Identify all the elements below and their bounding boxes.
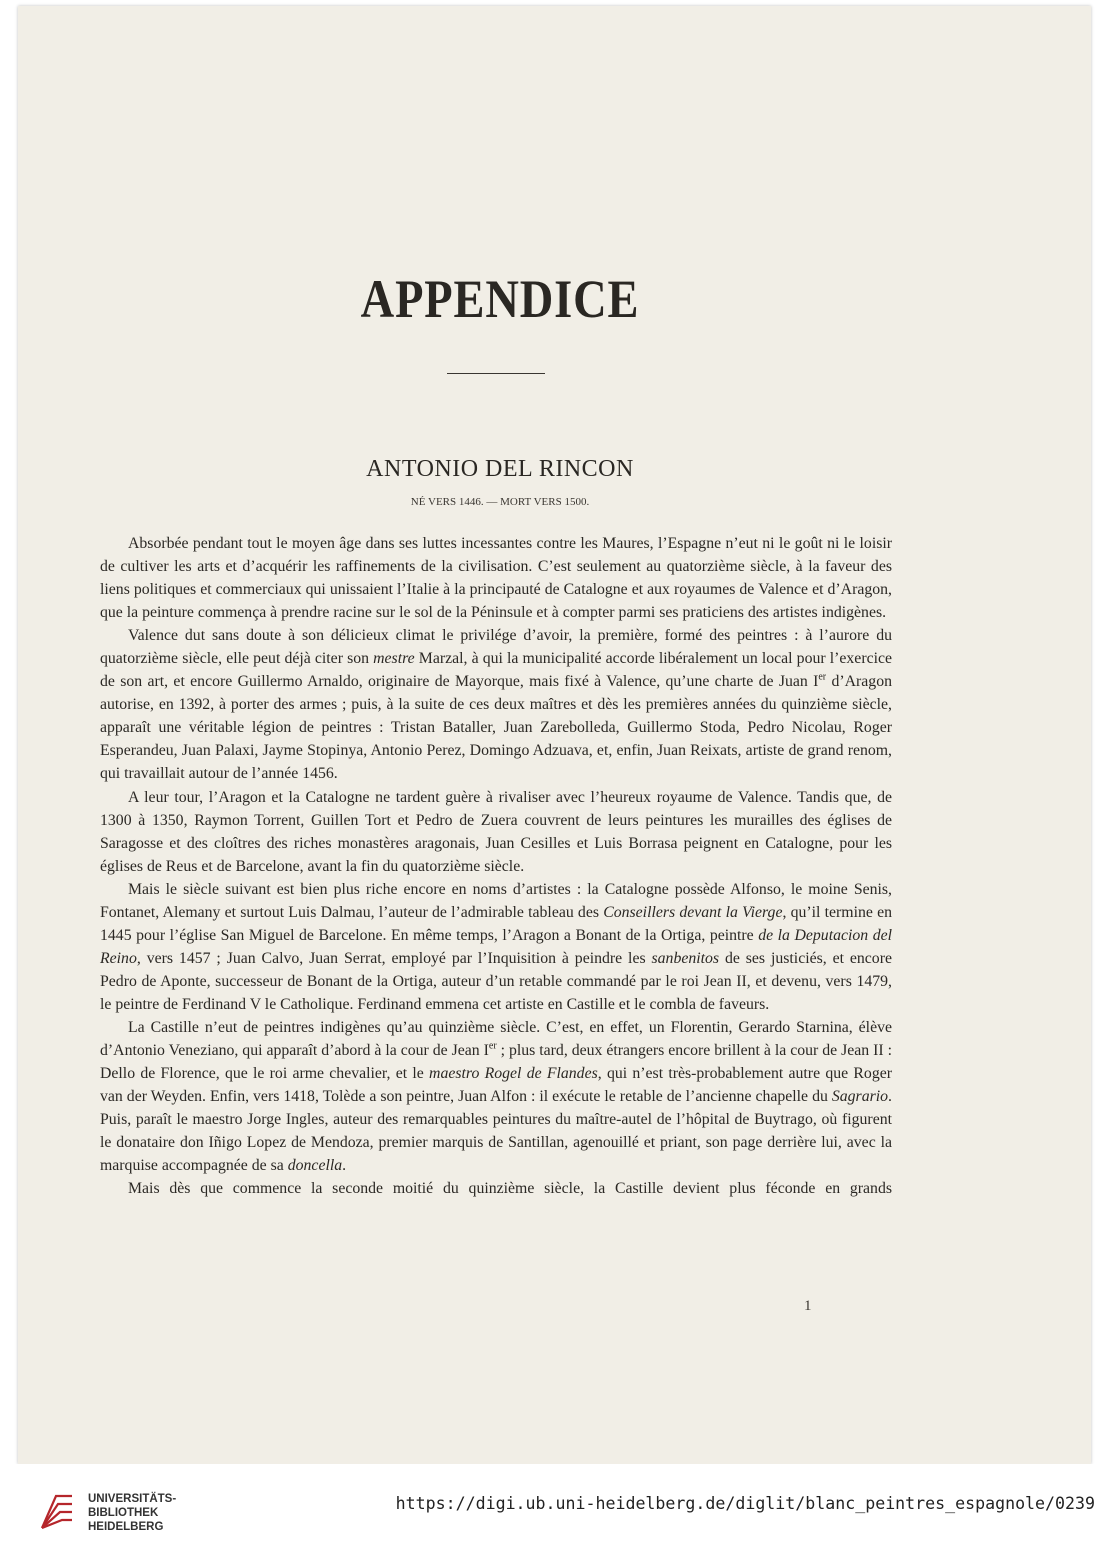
text-run: ; plus tard, deux étrangers encore brillent à la cour de Jean II : Dello de Florence, que le roi arme chevalier, et le [100, 1042, 892, 1083]
italic-run: maestro Rogel de Flandes [429, 1065, 598, 1083]
scanned-page [18, 6, 1091, 1464]
italic-run: mestre [373, 650, 415, 668]
text-run: A leur tour, l’Aragon et la Catalogne ne tardent guère à rivaliser avec l’heureux royaume de Valence. Tandis que, de 1300 à 1350, Raymon Torrent, Guillen Tort et Pedro de Zuera couvrent de leurs peintures les murailles des églises de Saragosse et des cloîtres des riches monastères aragonais, Juan Cesilles et Luis Borrasa peignent en Catalogne, pour les églises de Reus et de Barcelone, avant la fin du quatorzième siècle. [100, 788, 892, 875]
text-run: d’Aragon autorise, en 1392, à porter des armes ; puis, à la suite de ces deux maîtres et dès les premières années du quinzième siècle, apparaît une véritable légion de peintres : Tristan Bataller, Juan Zarebolleda, Guillermo Stoda, Pedro Nicolau, Roger Esperandeu, Juan Palaxi, Jayme Stopinya, Antonio Perez, Domingo Adzuava, et, enfin, Juan Reixats, artiste de grand renom, qui travaillait autour de l’année 1456. [100, 673, 892, 783]
text-run: Absorbée pendant tout le moyen âge dans ses luttes incessantes contre les Maures, l’Espagne n’eut ni le goût ni le loisir de cultiver les arts et d’acquérir les raffinements de la civilisation. C’est seulement au quatorzième siècle, à la faveur des liens politiques et commerciaux qui unissaient l’Italie à la principauté de Catalogne et aux royaumes de Valence et d’Aragon, que la peinture commença à prendre racine sur le sol de la Péninsule et à compter parmi ses praticiens des artistes indigènes. [100, 535, 892, 622]
title-divider [447, 373, 545, 374]
italic-run: doncella [287, 1157, 343, 1175]
birth-death-line: NÉ VERS 1446. — MORT VERS 1500. [410, 496, 590, 508]
italic-run: sanbenitos [651, 949, 720, 967]
body-paragraph [100, 878, 892, 1016]
body-paragraph [100, 786, 892, 878]
library-name-line: BIBLIOTHEK [88, 1507, 159, 1519]
section-heading: ANTONIO DEL RINCON [366, 456, 634, 482]
body-paragraph [100, 1016, 892, 1177]
italic-run: Conseillers devant la Vierge [603, 903, 783, 921]
library-logo-icon [38, 1488, 76, 1534]
text-run: Valence dut sans doute à son délicieux climat le privilége d’avoir, la première, formé des peintres : à l’aurore du quatorzième siècle, elle peut déjà citer son [100, 627, 892, 668]
page-title: APPENDICE [360, 269, 640, 329]
text-run: Marzal, à qui la municipalité accorde libéralement un local pour l’exercice de son art, et encore Guillermo Arnaldo, originaire de Mayorque, mais fixé à Valence, qu’une charte de Juan I [100, 650, 892, 691]
body-text [100, 532, 892, 1200]
text-run: , vers 1457 ; Juan Calvo, Juan Serrat, employé par l’Inquisition à peindre les [136, 949, 652, 967]
text-run: , qui n’est très-probablement autre que Roger van der Weyden. Enfin, vers 1418, Tolède a son peintre, Juan Alfon : il exécute le retable de l’ancienne chapelle du [100, 1065, 892, 1106]
text-run: , qu’il termine en 1445 pour l’église San Miguel de Barcelone. En même temps, l’Aragon a Bonant de la Ortiga, peintre [100, 903, 892, 944]
text-run: La Castille n’eut de peintres indigènes qu’au quinzième siècle. C’est, en effet, un Florentin, Gerardo Starnina, élève d’Antonio Veneziano, qui apparaît d’abord à la cour de Jean I [100, 1018, 892, 1060]
library-name-line: HEIDELBERG [88, 1521, 164, 1533]
body-paragraph [100, 532, 892, 624]
superscript-run: er [488, 1040, 497, 1052]
superscript-run: er [818, 672, 827, 684]
body-paragraph [100, 624, 892, 785]
page-number: 1 [804, 1298, 812, 1314]
library-name-line: UNIVERSITÄTS- [88, 1493, 177, 1505]
italic-run: Sagrario [831, 1088, 889, 1106]
text-run: . Puis, paraît le maestro Jorge Ingles, auteur des remarquables peintures du maître-autel de l’hôpital de Buytrago, où figurent le donataire don Iñigo Lopez de Mendoza, premier marquis de Santillan, agenouillé et priant, son page derrière lui, avec la marquise accompagnée de sa [100, 1088, 892, 1175]
italic-run: de la Deputacion del Reino [100, 926, 892, 967]
text-run: Mais dès que commence la seconde moitié du quinzième siècle, la Castille devient plus féconde en grands [128, 1180, 892, 1198]
text-run: Mais le siècle suivant est bien plus riche encore en noms d’artistes : la Catalogne possède Alfonso, le moine Senis, Fontanet, Alemany et surtout Luis Dalmau, l’auteur de l’admirable tableau des [100, 880, 892, 921]
body-paragraph [100, 1177, 892, 1200]
text-run: . [342, 1157, 347, 1175]
text-run: de ses justiciés, et encore Pedro de Aponte, successeur de Bonant de la Ortiga, auteur d’un retable commandé par le roi Jean II, et devenu, vers 1479, le peintre de Ferdinand V le Catholique. Ferdinand emmena cet artiste en Castille et le combla de faveurs. [100, 949, 892, 1013]
library-name [88, 1492, 176, 1534]
permalink-url[interactable]: https://digi.ub.uni-heidelberg.de/diglit/blanc_peintres_espagnole/0239 [395, 1494, 1095, 1513]
